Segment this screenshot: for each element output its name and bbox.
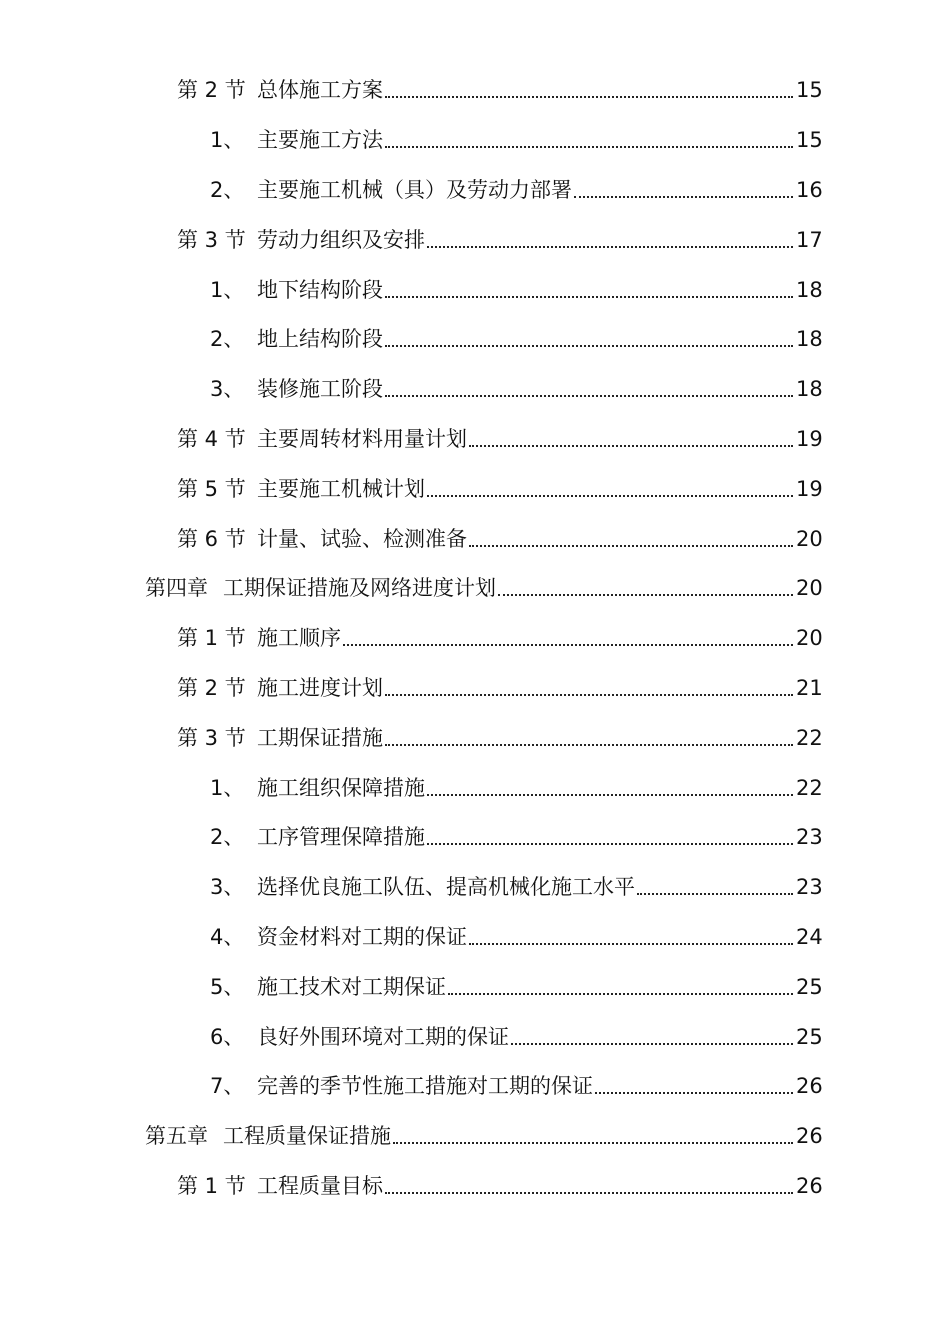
toc-entry-page: 20 xyxy=(796,576,823,601)
toc-entry-title: 地上结构阶段 xyxy=(257,327,383,352)
toc-entry[interactable] xyxy=(0,614,950,664)
toc-entry-page: 26 xyxy=(796,1173,823,1198)
dot-leader xyxy=(511,1042,793,1045)
dot-leader xyxy=(385,344,793,347)
toc-entry-number: 第 4 节 xyxy=(177,426,246,451)
dot-leader xyxy=(469,444,793,447)
toc-entry[interactable] xyxy=(0,514,950,564)
toc-entry-number: 第 1 节 xyxy=(177,1173,246,1198)
toc-entry-page: 23 xyxy=(796,875,823,900)
toc-entry[interactable] xyxy=(0,962,950,1012)
toc-entry-number: 3、 xyxy=(210,875,245,900)
dot-leader xyxy=(469,544,793,547)
dot-leader xyxy=(637,892,793,895)
toc-entry-page: 24 xyxy=(796,924,823,949)
toc-entry-title: 劳动力组织及安排 xyxy=(257,227,425,252)
dot-leader xyxy=(595,1091,793,1094)
toc-entry-title: 工期保证措施及网络进度计划 xyxy=(223,576,496,601)
toc-entry-page: 15 xyxy=(796,128,823,153)
toc-entry-number: 第 2 节 xyxy=(177,675,246,700)
toc-entry-number: 第 3 节 xyxy=(177,227,246,252)
toc-entry-page: 20 xyxy=(796,626,823,651)
table-of-contents xyxy=(0,66,950,1211)
toc-entry[interactable] xyxy=(0,1062,950,1112)
toc-entry-number: 5、 xyxy=(210,974,245,999)
dot-leader xyxy=(427,793,793,796)
dot-leader xyxy=(385,95,793,98)
toc-entry-title: 施工技术对工期保证 xyxy=(257,974,446,999)
dot-leader xyxy=(498,593,793,596)
toc-entry[interactable] xyxy=(0,763,950,813)
toc-entry[interactable] xyxy=(0,215,950,265)
toc-entry-page: 26 xyxy=(796,1074,823,1099)
toc-entry-page: 20 xyxy=(796,526,823,551)
toc-entry-number: 第 6 节 xyxy=(177,526,246,551)
toc-entry-page: 22 xyxy=(796,775,823,800)
toc-entry[interactable] xyxy=(0,913,950,963)
toc-entry-number: 7、 xyxy=(210,1074,245,1099)
toc-entry[interactable] xyxy=(0,116,950,166)
dot-leader xyxy=(385,1191,793,1194)
dot-leader xyxy=(427,842,793,845)
toc-entry-title: 良好外围环境对工期的保证 xyxy=(257,1024,509,1049)
toc-entry-title: 主要施工机械（具）及劳动力部署 xyxy=(257,177,572,202)
toc-entry-number: 4、 xyxy=(210,924,245,949)
toc-entry[interactable] xyxy=(0,713,950,763)
toc-entry-number: 第五章 xyxy=(145,1124,208,1149)
toc-entry[interactable] xyxy=(0,66,950,116)
toc-entry[interactable] xyxy=(0,315,950,365)
toc-entry-number: 第四章 xyxy=(145,576,208,601)
toc-entry-page: 26 xyxy=(796,1124,823,1149)
dot-leader xyxy=(385,145,793,148)
toc-entry-title: 主要施工方法 xyxy=(257,128,383,153)
toc-entry-title: 施工组织保障措施 xyxy=(257,775,425,800)
toc-entry[interactable] xyxy=(0,813,950,863)
toc-entry-title: 选择优良施工队伍、提高机械化施工水平 xyxy=(257,875,635,900)
toc-entry-number: 第 5 节 xyxy=(177,476,246,501)
toc-entry-title: 计量、试验、检测准备 xyxy=(257,526,467,551)
toc-entry-number: 1、 xyxy=(210,128,245,153)
toc-entry-title: 工序管理保障措施 xyxy=(257,825,425,850)
toc-entry-page: 19 xyxy=(796,476,823,501)
dot-leader xyxy=(574,195,793,198)
toc-entry-page: 18 xyxy=(796,327,823,352)
toc-entry[interactable] xyxy=(0,664,950,714)
toc-entry-page: 25 xyxy=(796,974,823,999)
dot-leader xyxy=(427,245,793,248)
toc-entry-title: 施工顺序 xyxy=(257,626,341,651)
toc-entry[interactable] xyxy=(0,464,950,514)
toc-entry[interactable] xyxy=(0,1012,950,1062)
toc-entry-number: 2、 xyxy=(210,327,245,352)
toc-entry-number: 第 3 节 xyxy=(177,725,246,750)
toc-entry[interactable] xyxy=(0,166,950,216)
dot-leader xyxy=(427,494,793,497)
toc-entry-page: 22 xyxy=(796,725,823,750)
toc-entry-page: 23 xyxy=(796,825,823,850)
toc-entry-page: 25 xyxy=(796,1024,823,1049)
toc-chapter-entry[interactable] xyxy=(0,1112,950,1162)
toc-entry[interactable] xyxy=(0,863,950,913)
toc-entry-number: 3、 xyxy=(210,377,245,402)
toc-entry-title: 主要施工机械计划 xyxy=(257,476,425,501)
dot-leader xyxy=(385,743,793,746)
dot-leader xyxy=(385,295,793,298)
toc-entry-title: 施工进度计划 xyxy=(257,675,383,700)
dot-leader xyxy=(393,1141,793,1144)
toc-entry-number: 1、 xyxy=(210,277,245,302)
toc-entry-page: 15 xyxy=(796,78,823,103)
toc-entry-title: 主要周转材料用量计划 xyxy=(257,426,467,451)
toc-entry-title: 地下结构阶段 xyxy=(257,277,383,302)
toc-entry-page: 21 xyxy=(796,675,823,700)
dot-leader xyxy=(343,643,793,646)
toc-entry-number: 第 1 节 xyxy=(177,626,246,651)
toc-chapter-entry[interactable] xyxy=(0,564,950,614)
toc-entry-title: 工期保证措施 xyxy=(257,725,383,750)
toc-entry[interactable] xyxy=(0,1162,950,1212)
toc-entry-number: 第 2 节 xyxy=(177,78,246,103)
dot-leader xyxy=(385,394,793,397)
toc-entry-number: 2、 xyxy=(210,825,245,850)
toc-entry-number: 2、 xyxy=(210,177,245,202)
toc-entry-number: 1、 xyxy=(210,775,245,800)
toc-entry-title: 工程质量目标 xyxy=(257,1173,383,1198)
toc-entry-page: 18 xyxy=(796,377,823,402)
toc-entry[interactable] xyxy=(0,415,950,465)
toc-entry-page: 17 xyxy=(796,227,823,252)
toc-entry-page: 18 xyxy=(796,277,823,302)
toc-entry-title: 总体施工方案 xyxy=(257,78,383,103)
toc-entry-number: 6、 xyxy=(210,1024,245,1049)
toc-entry-title: 资金材料对工期的保证 xyxy=(257,924,467,949)
dot-leader xyxy=(448,992,793,995)
toc-entry-title: 工程质量保证措施 xyxy=(223,1124,391,1149)
dot-leader xyxy=(385,693,793,696)
toc-entry-title: 完善的季节性施工措施对工期的保证 xyxy=(257,1074,593,1099)
dot-leader xyxy=(469,942,793,945)
toc-entry-title: 装修施工阶段 xyxy=(257,377,383,402)
toc-entry[interactable] xyxy=(0,365,950,415)
toc-entry[interactable] xyxy=(0,265,950,315)
toc-entry-page: 19 xyxy=(796,426,823,451)
toc-entry-page: 16 xyxy=(796,177,823,202)
